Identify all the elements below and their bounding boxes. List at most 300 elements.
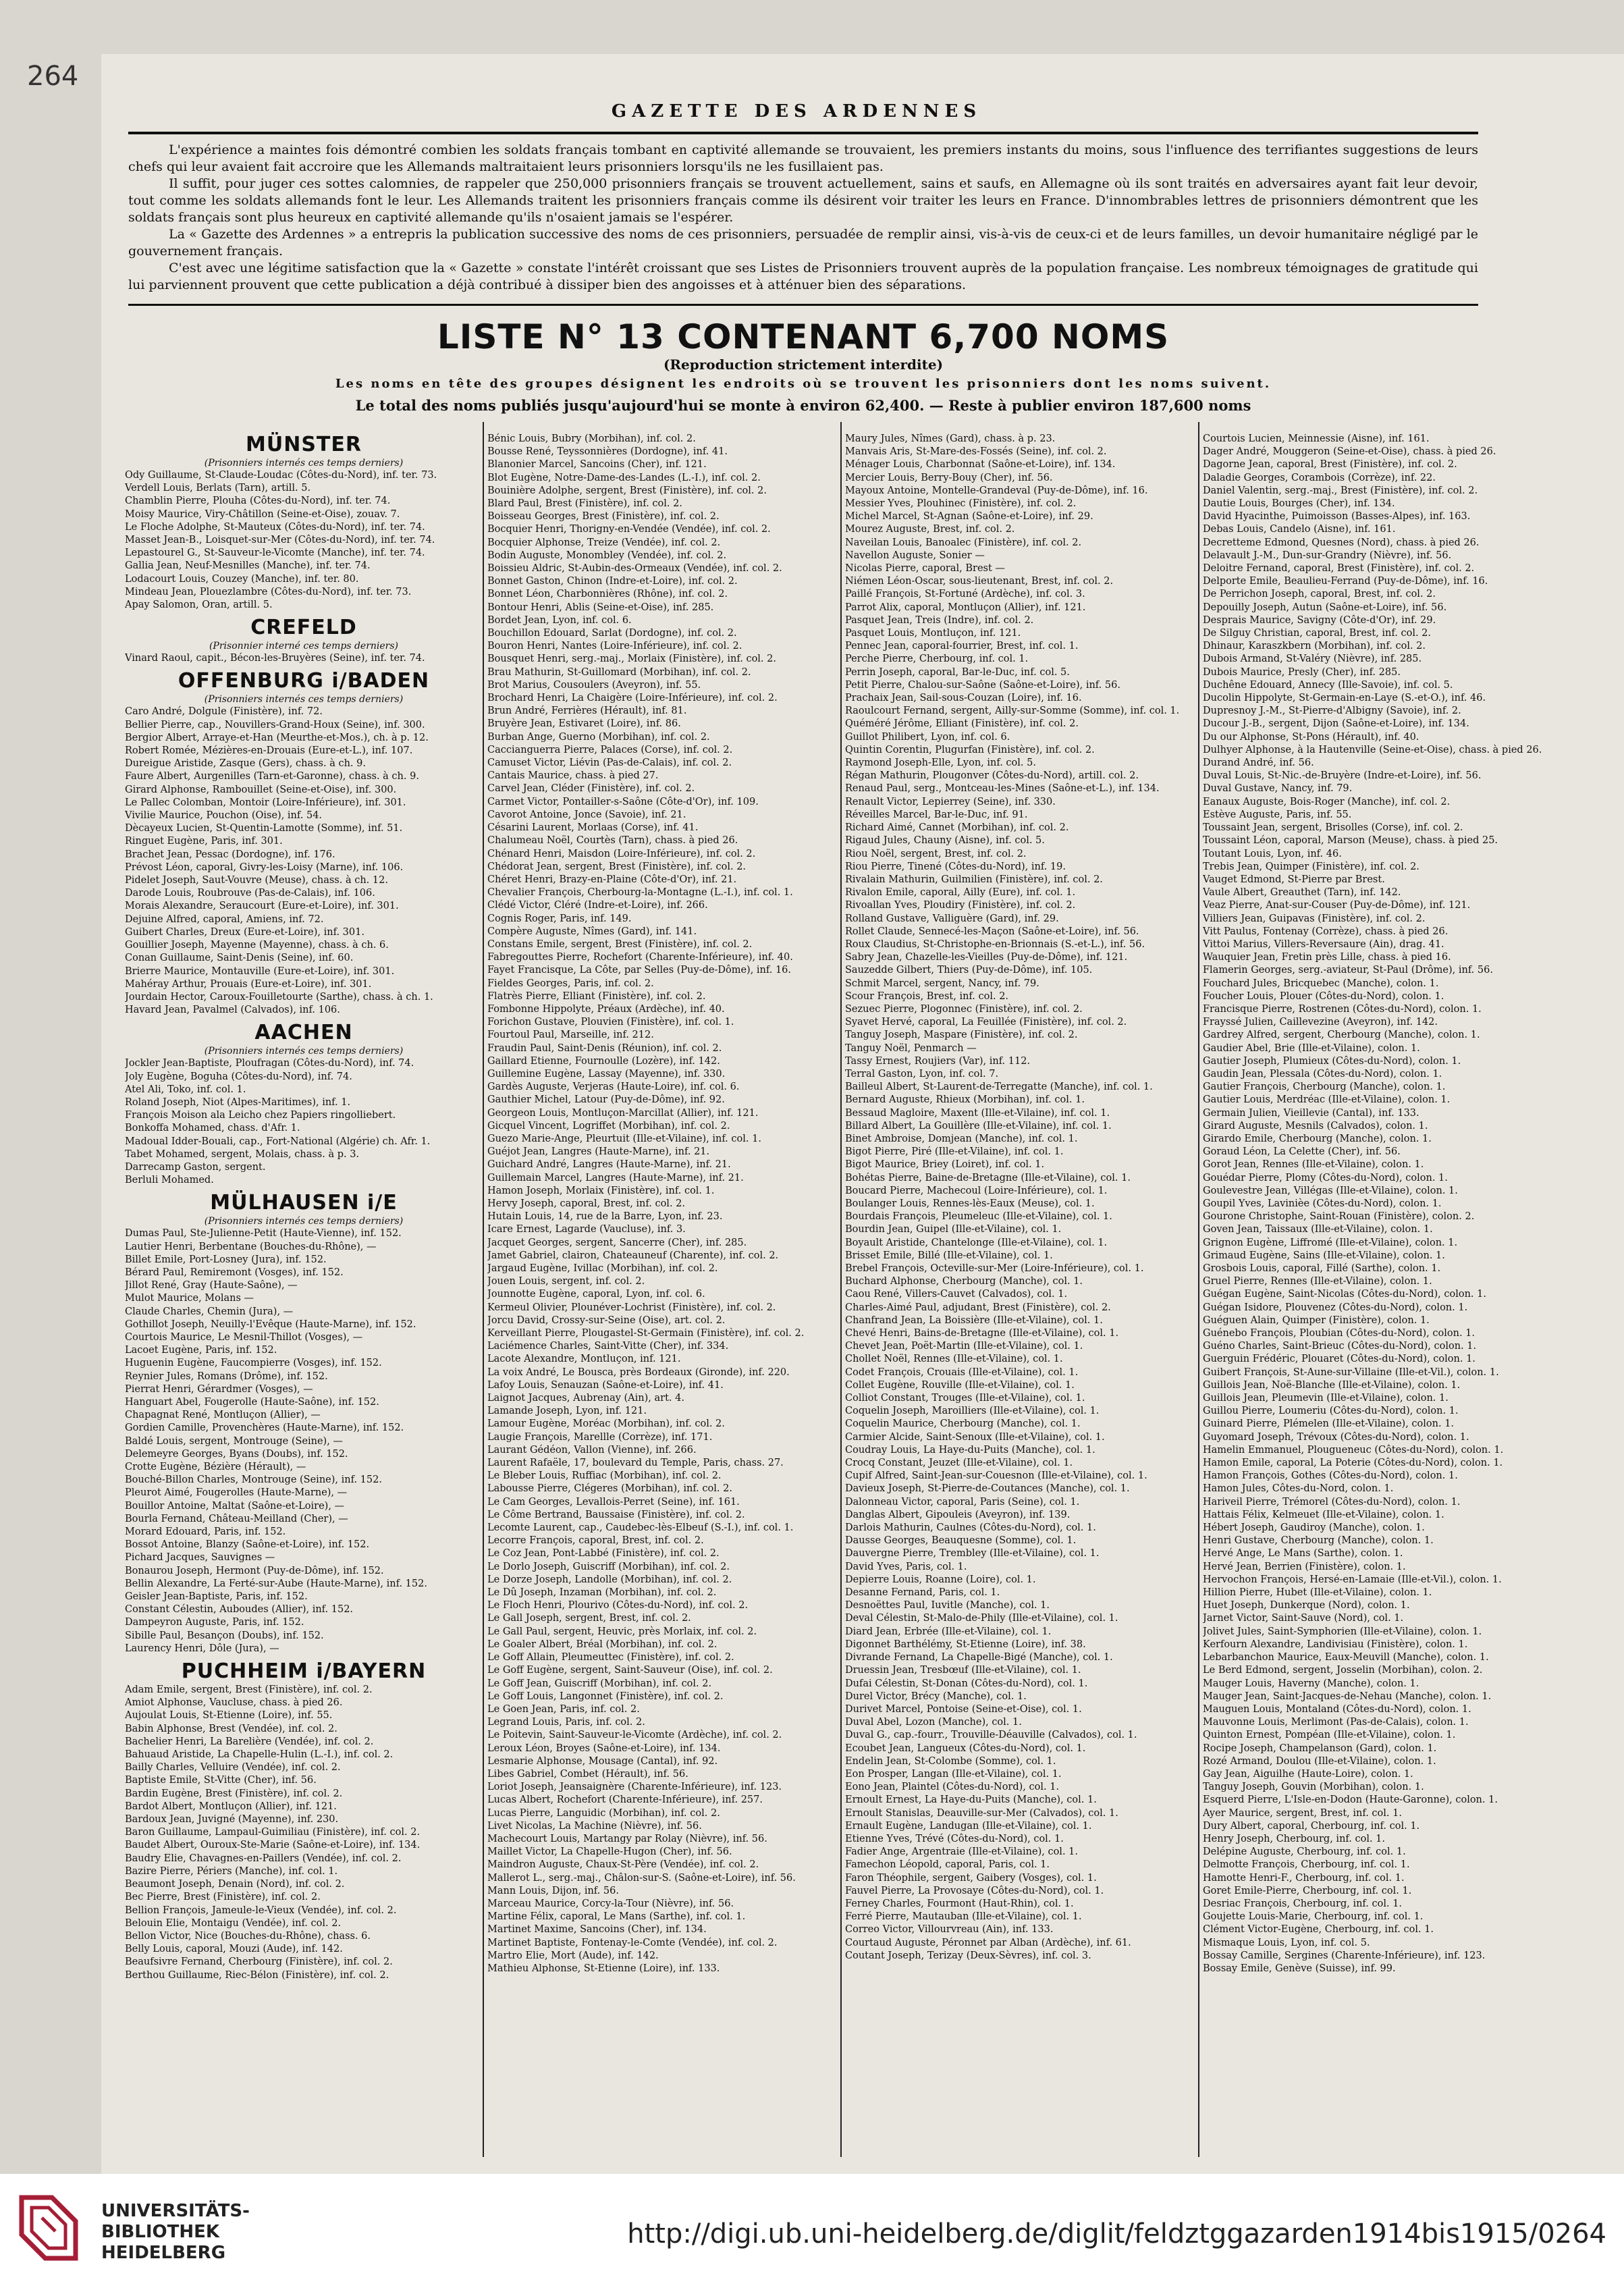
prisoner-entry: Veaz Pierre, Anat-sur-Couser (Puy-de-Dôme), inf. 121. <box>1203 900 1471 911</box>
prisoner-entry: Crotte Eugène, Bézière (Hérault), — <box>125 1462 306 1472</box>
prisoner-entry: Coutant Joseph, Terizay (Deux-Sèvres), inf. col. 3. <box>845 1950 1091 1961</box>
prisoner-entry: Mann Louis, Dijon, inf. 56. <box>487 1885 619 1896</box>
prisoner-entry: Brierre Maurice, Montauville (Eure-et-Loire), inf. 301. <box>125 965 395 977</box>
prisoner-entry: Courtois Lucien, Meinnessie (Aisne), inf. 161. <box>1203 433 1430 444</box>
prisoner-entry: Baptiste Emile, St-Vitte (Cher), inf. 56. <box>125 1775 317 1786</box>
prisoner-entry: Guéno Charles, Saint-Brieuc (Côtes-du-Nord), colon. 1. <box>1203 1341 1477 1352</box>
prisoner-entry: Caccianguerra Pierre, Palaces (Corse), inf. col. 2. <box>487 744 733 755</box>
prisoner-entry: Bonaurou Joseph, Hermont (Puy-de-Dôme), inf. 152. <box>125 1565 384 1576</box>
prisoner-entry: Baudry Elie, Chavagnes-en-Paillers (Vendée), inf. col. 2. <box>125 1853 402 1864</box>
prisoner-entry: Blanonier Marcel, Sancoins (Cher), inf. 121. <box>487 459 707 471</box>
prisoner-entry: Bouinière Adolphe, sergent, Brest (Finistère), inf. col. 2. <box>487 485 767 496</box>
prisoner-entry: Dagorne Jean, caporal, Brest (Finistère), inf. col. 2. <box>1203 459 1457 471</box>
prisoner-entry: Leroux Léon, Broyes (Saône-et-Loire), inf. 134. <box>487 1742 721 1754</box>
prisoner-entry: Gouédar Pierre, Plomy (Côtes-du-Nord), colon. 1. <box>1203 1172 1448 1183</box>
prisoner-entry: Courtois Maurice, Le Mesnil-Thillot (Vosges), — <box>125 1331 363 1343</box>
prisoner-entry: Césarini Laurent, Morlaas (Corse), inf. 41. <box>487 822 699 834</box>
prisoner-entry: Dager André, Mouggeron (Seine-et-Oise), chass. à pied 26. <box>1203 446 1496 458</box>
prisoner-entry: Naveilan Louis, Banoalec (Finistère), inf. col. 2. <box>845 537 1082 548</box>
prisoner-entry: Jolivet Jules, Saint-Symphorien (Ille-et-Vilaine), colon. 1. <box>1203 1626 1482 1637</box>
prisoner-entry: Le Côme Bertrand, Baussaise (Finistère), inf. col. 2. <box>487 1509 745 1520</box>
prisoner-entry: Jillot René, Gray (Haute-Saône), — <box>125 1280 298 1292</box>
prisoner-entry: Brot Marius, Cousoulers (Aveyron), inf. 55. <box>487 679 701 691</box>
logo-line: UNIVERSITÄTS- <box>101 2201 250 2221</box>
prisoner-entry: Hervy Joseph, caporal, Brest, inf. col. 2. <box>487 1198 686 1209</box>
camp-heading: MÜLHAUSEN i/E <box>210 1191 398 1215</box>
page-number: 264 <box>27 61 79 92</box>
prisoner-entry: Guégan Isidore, Plouvenez (Côtes-du-Nord), colon. 1. <box>1203 1302 1468 1313</box>
prisoner-entry: Conan Guillaume, Saint-Denis (Seine), inf. 60. <box>125 953 354 964</box>
prisoner-entry: Clément Victor-Eugène, Cherbourg, inf. col. 1. <box>1203 1924 1434 1936</box>
prisoner-entry: Charles-Aimé Paul, adjudant, Brest (Finistère), col. 2. <box>845 1302 1111 1313</box>
prisoner-entry: Dulhyer Alphonse, à la Hautenville (Seine-et-Oise), chass. à pied 26. <box>1203 744 1542 755</box>
prisoner-entry: Verdell Louis, Berlats (Tarn), artill. 5. <box>125 483 311 494</box>
prisoner-entry: Guyomard Joseph, Trévoux (Côtes-du-Nord), colon. 1. <box>1203 1431 1469 1443</box>
prisoner-entry: Francisque Pierre, Rostrenen (Côtes-du-Nord), colon. 1. <box>1203 1003 1482 1015</box>
prisoner-entry: Rollet Claude, Sennecé-les-Maçon (Saône-et-Loire), inf. 56. <box>845 926 1139 937</box>
prisoner-entry: Druessin Jean, Tresbœuf (Ille-et-Vilaine), col. 1. <box>845 1665 1081 1676</box>
university-library-name <box>101 2201 250 2264</box>
prisoner-entry: Delépine Auguste, Cherbourg, inf. col. 1. <box>1203 1846 1406 1858</box>
prisoner-entry: Duchêne Edouard, Annecy (Ille-Savoie), inf. col. 5. <box>1203 679 1453 691</box>
prisoner-entry: Dupresnoy J.-M., St-Pierre-d'Albigny (Savoie), inf. 2. <box>1203 705 1461 717</box>
prisoner-entry: Vitt Paulus, Fontenay (Corrèze), chass. à pied 26. <box>1203 926 1449 937</box>
camp-section <box>125 1021 483 1187</box>
camp-note: (Prisonniers internés ces temps derniers) <box>204 694 404 705</box>
prisoner-entry: Famechon Léopold, caporal, Paris, col. 1. <box>845 1859 1050 1871</box>
prisoner-entry: Tassy Ernest, Roujiers (Var), inf. 112. <box>845 1055 1031 1067</box>
prisoner-entry: Le Goff Eugène, sergent, Saint-Sauveur (Oise), inf. col. 2. <box>487 1665 773 1676</box>
prisoner-entry: Eanaux Auguste, Bois-Roger (Manche), inf. col. 2. <box>1203 796 1451 807</box>
prisoner-entry: Delporte Emile, Beaulieu-Ferrand (Puy-de-Dôme), inf. 16. <box>1203 576 1488 587</box>
prisoner-entry: Grimaud Eugène, Sains (Ille-et-Vilaine), colon. 1. <box>1203 1250 1445 1261</box>
prisoner-entry: Prachaix Jean, Sail-sous-Couzan (Loire), inf. 16. <box>845 693 1082 704</box>
intro-paragraph: C'est avec une légitime satisfaction que la « Gazette » constate l'intérêt croissant que ses Listes de Prisonniers trouvent auprès de la population française. Les nombreux témoignages de gratitude qui lui parviennent prouvent que cette publication a déjà contribué à dissiper bien des angoisses et à atténuer bien des séparations. <box>128 261 1478 292</box>
prisoner-entry: Dureigue Aristide, Zasque (Gers), chass. à ch. 9. <box>125 758 366 770</box>
prisoner-entry: Laurency Henri, Dôle (Jura), — <box>125 1643 279 1654</box>
prisoner-entry: Bohétas Pierre, Baine-de-Bretagne (Ille-et-Vilaine), col. 1. <box>845 1172 1131 1183</box>
prisoner-entry: Bourdais François, Pleumeleuc (Ille-et-Vilaine), col. 1. <box>845 1211 1112 1223</box>
prisoner-entry: Le Berd Edmond, sergent, Josselin (Morbihan), colon. 2. <box>1203 1665 1483 1676</box>
prisoner-entry: Diard Jean, Erbrée (Ille-et-Vilaine), col. 1. <box>845 1626 1052 1637</box>
prisoner-entry: Bousquet Henri, serg.-maj., Morlaix (Finistère), inf. col. 2. <box>487 654 776 665</box>
prisoner-entry: Clédé Victor, Cléré (Indre-et-Loire), inf. 266. <box>487 900 708 911</box>
prisoner-entry: Dejuine Alfred, caporal, Amiens, inf. 72. <box>125 913 324 925</box>
prisoner-entry: Labousse Pierre, Clégeres (Morbihan), inf. col. 2. <box>487 1483 732 1495</box>
prisoner-entry: Jarnet Victor, Saint-Sauve (Nord), col. 1. <box>1203 1613 1404 1624</box>
prisoner-entry: Lodacourt Louis, Couzey (Manche), inf. ter. 80. <box>125 573 359 585</box>
prisoner-entry: Rozé Armand, Doulou (Ille-et-Vilaine), colon. 1. <box>1203 1755 1436 1767</box>
prisoner-entry: Girardo Emile, Cherbourg (Manche), colon. 1. <box>1203 1133 1432 1144</box>
prisoner-entry: Ernoult Stanislas, Deauville-sur-Mer (Calvados), col. 1. <box>845 1807 1118 1819</box>
prisoner-entry: Constans Emile, sergent, Brest (Finistère), inf. col. 2. <box>487 938 753 950</box>
logo-line: HEIDELBERG <box>101 2243 226 2263</box>
prisoner-entry: Toussaint Léon, caporal, Marson (Meuse), chass. à pied 25. <box>1203 835 1498 847</box>
prisoner-entry: Dhinaur, Karaszkbern (Morbihan), inf. col. 2. <box>1203 641 1426 652</box>
prisoner-entry: Bodin Auguste, Monombley (Vendée), inf. col. 2. <box>487 550 727 561</box>
prisoner-entry: Ménager Louis, Charbonnat (Saône-et-Loire), inf. 134. <box>845 459 1116 471</box>
prisoner-entry: Fraudin Paul, Saint-Denis (Réunion), inf. col. 2. <box>487 1042 722 1054</box>
prisoner-entry: Beaumont Joseph, Denain (Nord), inf. col. 2. <box>125 1879 345 1890</box>
prisoner-entry: Chapagnat René, Montluçon (Allier), — <box>125 1410 321 1421</box>
prisoner-entry: Hervé Jean, Berrien (Finistère), colon. 1. <box>1203 1561 1406 1572</box>
prisoner-entry: Flamerin Georges, serg.-aviateur, St-Paul (Drôme), inf. 56. <box>1203 965 1493 976</box>
prisoner-entry: Courtaud Auguste, Péronnet par Alban (Ardèche), inf. 61. <box>845 1937 1131 1948</box>
prisoner-entry: Masset Jean-B., Loisquet-sur-Mer (Côtes-du-Nord), inf. ter. 74. <box>125 535 435 546</box>
prisoner-entry: Constant Célestin, Auboudes (Allier), inf. 152. <box>125 1604 354 1616</box>
prisoner-entry: Bellon Victor, Nice (Bouches-du-Rhône), chass. 6. <box>125 1930 371 1942</box>
prisoner-entry: Gardrey Alfred, sergent, Cherbourg (Manche), colon. 1. <box>1203 1030 1480 1041</box>
prisoner-entry: Ferré Pierre, Mautauban (Ille-et-Vilaine), col. 1. <box>845 1911 1082 1923</box>
prisoner-entry: Depierre Louis, Roanne (Loire), col. 1. <box>845 1574 1036 1585</box>
prisoner-entry: Brisset Emile, Billé (Ille-et-Vilaine), col. 1. <box>845 1250 1053 1261</box>
prisoner-entry: Billard Albert, La Gouillère (Ille-et-Vilaine), inf. col. 1. <box>845 1120 1112 1131</box>
prisoner-entry: Dubois Armand, St-Valéry (Nièvre), inf. 285. <box>1203 654 1422 665</box>
prisoner-entry: Cognis Roger, Paris, inf. 149. <box>487 913 632 924</box>
prisoner-entry: Davieux Joseph, St-Pierre-de-Coutances (Manche), col. 1. <box>845 1483 1130 1495</box>
prisoner-entry: Le Dorlo Joseph, Guiscriff (Morbihan), inf. col. 2. <box>487 1561 730 1572</box>
prisoner-entry: Jamet Gabriel, clairon, Chateauneuf (Charente), inf. col. 2. <box>487 1250 779 1261</box>
prisoner-entry: Desprais Maurice, Savigny (Côte-d'Or), inf. 29. <box>1203 614 1436 626</box>
prisoner-entry: Dumas Paul, Ste-Julienne-Petit (Haute-Vienne), inf. 152. <box>125 1228 402 1240</box>
prisoner-entry: Forichon Gustave, Plouvien (Finistère), inf. col. 1. <box>487 1017 734 1028</box>
prisoner-entry: Lepastourel G., St-Sauveur-le-Vicomte (Manche), inf. ter. 74. <box>125 548 425 559</box>
names-column-2 <box>487 429 845 2157</box>
prisoner-entry: Fombonne Hippolyte, Préaux (Ardèche), inf. 40. <box>487 1003 725 1015</box>
list-note: Les noms en tête des groupes désignent les endroits où se trouvent les prisonniers dont les noms suivent. <box>335 377 1272 391</box>
prisoner-entry: Dauvergne Pierre, Trembley (Ille-et-Vilaine), col. 1. <box>845 1548 1100 1560</box>
prisoner-entry: Trebis Jean, Quimper (Finistère), inf. col. 2. <box>1203 861 1419 872</box>
prisoner-entry: Caou René, Villers-Cauvet (Calvados), col. 1. <box>845 1289 1068 1300</box>
prisoner-entry: Rivoallan Yves, Ploudiry (Finistère), inf. col. 2. <box>845 900 1076 911</box>
prisoner-entry: Hamon Jules, Côtes-du-Nord, colon. 1. <box>1203 1483 1394 1495</box>
camp-section <box>125 669 483 1017</box>
prisoner-entry: Blard Paul, Brest (Finistère), inf. col. 2. <box>487 498 682 510</box>
prisoner-entry: Guillemine Eugène, Lassay (Mayenne), inf. 330. <box>487 1068 726 1080</box>
prisoner-entry: Delemeyre Georges, Byans (Doubs), inf. 152. <box>125 1448 348 1460</box>
prisoner-entry: Camuset Victor, Liévin (Pas-de-Calais), inf. col. 2. <box>487 757 732 769</box>
prisoner-entry: Huguenin Eugène, Faucompierre (Vosges), inf. 152. <box>125 1358 382 1369</box>
prisoner-entry: Burban Ange, Guerno (Morbihan), inf. col. 2. <box>487 731 710 743</box>
prisoner-entry: Perrin Joseph, caporal, Bar-le-Duc, inf. col. 5. <box>845 666 1070 678</box>
prisoner-entry: La voix André, Le Bousca, près Bordeaux (Gironde), inf. 220. <box>487 1366 790 1378</box>
prisoner-entry: Collet Eugène, Rouville (Ille-et-Vilaine), col. 1. <box>845 1379 1075 1391</box>
prisoner-entry: Darode Louis, Roubrouve (Pas-de-Calais), inf. 106. <box>125 888 375 899</box>
prisoner-entry: Faron Théophile, sergent, Gaibery (Vosges), col. 1. <box>845 1872 1097 1884</box>
prisoner-entry: Sauzedde Gilbert, Thiers (Puy-de-Dôme), inf. 105. <box>845 965 1093 976</box>
prisoner-entry: Icare Ernest, Lagarde (Vaucluse), inf. 3. <box>487 1224 686 1235</box>
prisoner-entry: Carmier Alcide, Saint-Senoux (Ille-et-Vilaine), col. 1. <box>845 1431 1105 1443</box>
prisoner-entry: Daladie Georges, Corambois (Corrèze), inf. 22. <box>1203 472 1436 483</box>
prisoner-entry: Bordet Jean, Lyon, inf. col. 6. <box>487 614 632 626</box>
prisoner-entry: Hamon François, Gothes (Côtes-du-Nord), colon. 1. <box>1203 1470 1458 1482</box>
prisoner-entry: Marceau Maurice, Corcy-la-Tour (Nièvre), inf. 56. <box>487 1898 734 1909</box>
prisoner-entry: Duval Louis, St-Nic.-de-Bruyère (Indre-et-Loire), inf. 56. <box>1203 770 1482 782</box>
prisoner-entry: Robert Romée, Mézières-en-Drouais (Eure-et-L.), inf. 107. <box>125 745 413 757</box>
prisoner-entry: Petit Pierre, Chalou-sur-Saône (Saône-et-Loire), inf. 56. <box>845 679 1120 691</box>
prisoner-entry: Brochard Henri, La Chaigère (Loire-Inférieure), inf. col. 2. <box>487 693 778 704</box>
prisoner-entry: Mauger Jean, Saint-Jacques-de-Nehau (Manche), colon. 1. <box>1203 1690 1492 1702</box>
prisoner-entry: Hattais Félix, Kelmeuet (Ille-et-Vilaine), colon. 1. <box>1203 1509 1444 1520</box>
prisoner-entry: Morard Edouard, Paris, inf. 152. <box>125 1526 286 1538</box>
prisoner-entry: Lucas Pierre, Languidic (Morbihan), inf. col. 2. <box>487 1807 720 1819</box>
prisoner-entry: Fauvel Pierre, La Provosaye (Côtes-du-Nord), col. 1. <box>845 1885 1104 1896</box>
prisoner-entry: Pidelet Joseph, Saut-Vouvre (Meuse), chass. à ch. 12. <box>125 875 388 886</box>
camp-heading: AACHEN <box>254 1021 353 1045</box>
prisoner-entry: Berluli Mohamed. <box>125 1175 214 1186</box>
prisoner-entry: Gothillot Joseph, Neuilly-l'Evêque (Haute-Marne), inf. 152. <box>125 1319 416 1330</box>
prisoner-entry: Havard Jean, Pavalmel (Calvados), inf. 106. <box>125 1005 340 1016</box>
prisoner-entry: Ringuet Eugène, Paris, inf. 301. <box>125 836 283 847</box>
prisoner-entry: Wauquier Jean, Fretin près Lille, chass. à pied 16. <box>1203 952 1451 963</box>
prisoner-entry: Henri Gustave, Cherbourg (Manche), colon. 1. <box>1203 1535 1434 1547</box>
prisoner-entry: Le Floche Adolphe, St-Mauteux (Côtes-du-Nord), inf. ter. 74. <box>125 521 425 533</box>
prisoner-entry: Foucher Louis, Plouer (Côtes-du-Nord), colon. 1. <box>1203 990 1444 1002</box>
prisoner-entry: Machecourt Louis, Martangy par Rolay (Nièvre), inf. 56. <box>487 1833 767 1844</box>
prisoner-entry: Bailleul Albert, St-Laurent-de-Terregatte (Manche), inf. col. 1. <box>845 1082 1153 1093</box>
prisoner-entry: Guinard Pierre, Plémelen (Ille-et-Vilaine), colon. 1. <box>1203 1418 1455 1430</box>
prisoner-entry: Chamblin Pierre, Plouha (Côtes-du-Nord), inf. ter. 74. <box>125 496 391 507</box>
prisoner-entry: Le Gall Paul, sergent, Heuvic, près Morlaix, inf. col. 2. <box>487 1626 757 1637</box>
prisoner-entry: Mathieu Alphonse, St-Etienne (Loire), inf. 133. <box>487 1963 720 1974</box>
prisoner-entry: Gauthier Michel, Latour (Puy-de-Dôme), inf. 92. <box>487 1094 725 1106</box>
intro-paragraph: La « Gazette des Ardennes » a entrepris la publication successive des noms de ces prisonniers, persuadée de remplir ainsi, vis-à-vis de ceux-ci et de leurs familles, un devoir humanitaire négligé par le gouvernement français. <box>128 227 1478 259</box>
prisoner-entry: Paillé François, St-Fortuné (Ardèche), inf. col. 3. <box>845 589 1085 600</box>
prisoner-entry: Gautier Joseph, Plumieux (Côtes-du-Nord), colon. 1. <box>1203 1055 1461 1067</box>
camp-note: (Prisonniers internés ces temps derniers) <box>204 1216 404 1227</box>
prisoner-entry: Gouillier Joseph, Mayenne (Mayenne), chass. à ch. 6. <box>125 940 389 951</box>
prisoner-entry: Bessaud Magloire, Maxent (Ille-et-Vilaine), inf. col. 1. <box>845 1107 1110 1119</box>
prisoner-entry: Bossay Emile, Genève (Suisse), inf. 99. <box>1203 1963 1396 1974</box>
prisoner-entry: Eono Jean, Plaintel (Côtes-du-Nord), col. 1. <box>845 1782 1060 1793</box>
source-url-link[interactable]: http://digi.ub.uni-heidelberg.de/diglit/feldztggazarden1914bis1915/0264 <box>627 2218 1606 2249</box>
prisoner-entry: Villiers Jean, Guipavas (Finistère), inf. col. 2. <box>1203 913 1426 924</box>
prisoner-entry: Kermeul Olivier, Plounéver-Lochrist (Finistère), inf. col. 2. <box>487 1302 776 1313</box>
prisoner-entry: Digonnet Barthélémy, St-Etienne (Loire), inf. 38. <box>845 1639 1086 1650</box>
camp-note: (Prisonniers internés ces temps derniers) <box>204 458 404 469</box>
prisoner-entry: Blot Eugène, Notre-Dame-des-Landes (L.-I.), inf. col. 2. <box>487 472 761 483</box>
camp-section <box>1203 433 1554 1975</box>
prisoner-entry: Mourez Auguste, Brest, inf. col. 2. <box>845 524 1015 535</box>
prisoner-entry: Grosbois Louis, caporal, Fillé (Sarthe), colon. 1. <box>1203 1263 1441 1274</box>
camp-note: (Prisonnier interné ces temps derniers) <box>209 641 399 652</box>
prisoner-entry: Laurent Rafaële, 17, boulevard du Temple, Paris, chass. 27. <box>487 1458 784 1469</box>
prisoner-entry: Caro André, Dolgule (Finistère), inf. 72. <box>125 706 323 718</box>
prisoner-entry: Le Goff Allain, Pleumeuttec (Finistère), inf. col. 2. <box>487 1652 734 1663</box>
prisoner-entry: Desriac François, Cherbourg, inf. col. 1. <box>1203 1898 1403 1909</box>
prisoner-entry: Bonnet Léon, Charbonnières (Rhône), inf. col. 2. <box>487 589 728 600</box>
prisoner-entry: Girard Alphonse, Rambouillet (Seine-et-Oise), inf. 300. <box>125 784 397 795</box>
prisoner-entry: Le Goen Jean, Paris, inf. col. 2. <box>487 1703 640 1715</box>
prisoner-entry: Goven Jean, Taissaux (Ille-et-Vilaine), colon. 1. <box>1203 1224 1433 1235</box>
prisoner-entry: Jargaud Eugène, Ivillac (Morbihan), inf. col. 2. <box>487 1263 718 1274</box>
prisoner-entry: Ayer Maurice, sergent, Brest, inf. col. 1. <box>1203 1807 1402 1819</box>
prisoner-entry: Bourla Fernand, Château-Meilland (Cher), — <box>125 1513 348 1524</box>
camp-section <box>125 1659 483 1982</box>
prisoner-entry: Huet Joseph, Dunkerque (Nord), colon. 1. <box>1203 1600 1410 1612</box>
prisoner-entry: Rivalain Mathurin, Guilmilien (Finistère), inf. col. 2. <box>845 874 1103 885</box>
prisoner-entry: Chollet Noël, Rennes (Ille-et-Vilaine), col. 1. <box>845 1354 1063 1365</box>
prisoner-entry: Gourone Christophe, Saint-Rouan (Finistère), colon. 2. <box>1203 1211 1475 1223</box>
prisoner-entry: Delmotte François, Cherbourg, inf. col. 1. <box>1203 1859 1410 1871</box>
prisoner-entry: Ecoubet Jean, Langueux (Côtes-du-Nord), col. 1. <box>845 1742 1086 1754</box>
prisoner-entry: Scour François, Brest, inf. col. 2. <box>845 990 1009 1002</box>
prisoner-entry: Carvel Jean, Cléder (Finistère), inf. col. 2. <box>487 783 695 795</box>
prisoner-entry: Chanfrand Jean, La Boissière (Ille-et-Vilaine), col. 1. <box>845 1314 1103 1326</box>
prisoner-entry: Chénard Henri, Maisdon (Loire-Inférieure), inf. col. 2. <box>487 848 756 859</box>
prisoner-entry: Baudet Albert, Ouroux-Ste-Marie (Saône-et-Loire), inf. 134. <box>125 1840 421 1851</box>
prisoner-entry: Girard Auguste, Mesnils (Calvados), colon. 1. <box>1203 1120 1428 1131</box>
camp-section <box>125 616 483 665</box>
prisoner-entry: Gaudin Jean, Plessala (Côtes-du-Nord), colon. 1. <box>1203 1068 1442 1080</box>
prisoner-entry: Bourdin Jean, Guipel (Ille-et-Vilaine), col. 1. <box>845 1224 1062 1235</box>
prisoner-entry: Joly Eugène, Boguha (Côtes-du-Nord), inf. 74. <box>125 1071 352 1082</box>
prisoner-entry: Chevé Henri, Bains-de-Bretagne (Ille-et-Vilaine), col. 1. <box>845 1328 1119 1339</box>
prisoner-entry: Hamon Joseph, Morlaix (Finistère), inf. col. 1. <box>487 1185 715 1196</box>
prisoner-entry: Réveilles Marcel, Bar-le-Duc, inf. 91. <box>845 809 1028 820</box>
prisoner-entry: Bouron Henri, Nantes (Loire-Inférieure), inf. col. 2. <box>487 641 742 652</box>
prisoner-entry: Bigot Maurice, Briey (Loiret), inf. col. 1. <box>845 1159 1045 1171</box>
prisoner-entry: Guerguin Frédéric, Plouaret (Côtes-du-Nord), colon. 1. <box>1203 1354 1476 1365</box>
prisoner-entry: Lecorre François, caporal, Brest, inf. col. 2. <box>487 1535 704 1547</box>
prisoner-entry: Guéjot Jean, Langres (Haute-Marne), inf. 21. <box>487 1146 710 1158</box>
prisoner-entry: Goret Emile-Pierre, Cherbourg, inf. col. 1. <box>1203 1885 1412 1896</box>
prisoner-entry: Martro Elie, Mort (Aude), inf. 142. <box>487 1950 659 1961</box>
prisoner-entry: Belly Louis, caporal, Mouzi (Aude), inf. 142. <box>125 1944 343 1955</box>
names-column-3 <box>845 429 1203 2157</box>
prisoner-entry: Boissieu Aldric, St-Aubin-des-Ormeaux (Vendée), inf. col. 2. <box>487 563 782 575</box>
prisoner-entry: Riou Pierre, Tinené (Côtes-du-Nord), inf. 19. <box>845 861 1066 872</box>
prisoner-entry: Durivet Marcel, Pontoise (Seine-et-Oise), col. 1. <box>845 1703 1082 1715</box>
prisoner-entry: Goulevestre Jean, Villégas (Ille-et-Vilaine), colon. 1. <box>1203 1185 1458 1196</box>
prisoner-entry: Hanguart Abel, Fougerolle (Haute-Saône), inf. 152. <box>125 1396 379 1408</box>
prisoner-entry: Vittoi Marius, Villers-Reversaure (Ain), drag. 41. <box>1203 938 1444 950</box>
prisoner-entry: Mauguen Louis, Montaland (Côtes-du-Nord), colon. 1. <box>1203 1703 1471 1715</box>
prisoner-entry: Le Floch Henri, Plourivo (Côtes-du-Nord), inf. col. 2. <box>487 1600 749 1612</box>
prisoner-entry: Le Gall Joseph, sergent, Brest, inf. col. 2. <box>487 1613 691 1624</box>
prisoner-entry: De Silguy Christian, caporal, Brest, inf. col. 2. <box>1203 628 1432 639</box>
prisoner-entry: Dufai Célestin, St-Donan (Côtes-du-Nord), col. 1. <box>845 1678 1088 1689</box>
prisoner-entry: Laignot Jacques, Aubrenay (Ain), art. 4. <box>487 1393 684 1404</box>
prisoner-entry: Sibille Paul, Besançon (Doubs), inf. 152. <box>125 1630 324 1641</box>
prisoner-entry: Amiot Alphonse, Vaucluse, chass. à pied 26. <box>125 1697 343 1709</box>
prisoner-entry: Guillois Jean, Noë-Blanche (Ille-et-Vilaine), colon. 1. <box>1203 1379 1461 1391</box>
prisoner-entry: Lecomte Laurent, cap., Caudebec-lès-Elbeuf (S.-I.), inf. col. 1. <box>487 1522 794 1534</box>
prisoner-entry: Le Goff Louis, Langonnet (Finistère), inf. col. 2. <box>487 1690 724 1702</box>
masthead-rule <box>128 132 1478 134</box>
prisoner-entry: Guezo Marie-Ange, Pleurtuit (Ille-et-Vilaine), inf. col. 1. <box>487 1133 761 1144</box>
prisoner-entry: Carmet Victor, Pontailler-s-Saône (Côte-d'Or), inf. 109. <box>487 796 759 807</box>
prisoner-entry: Le Goff Jean, Guiscriff (Morbihan), inf. col. 2. <box>487 1678 712 1689</box>
prisoner-entry: Gallia Jean, Neuf-Mesnilles (Manche), inf. ter. 74. <box>125 560 371 572</box>
prisoner-entry: Tanguy Joseph, Gouvin (Morbihan), colon. 1. <box>1203 1782 1424 1793</box>
prisoner-entry: Bergior Albert, Arraye-et-Han (Meurthe-et-Mos.), ch. à p. 12. <box>125 732 429 743</box>
prisoner-entry: Terral Gaston, Lyon, inf. col. 7. <box>845 1068 999 1080</box>
prisoner-entry: Dausse Georges, Beauquesne (Somme), col. 1. <box>845 1535 1077 1547</box>
prisoner-entry: Claude Charles, Chemin (Jura), — <box>125 1306 294 1317</box>
prisoner-entry: Georgeon Louis, Montluçon-Marcillat (Allier), inf. 121. <box>487 1107 759 1119</box>
prisoner-entry: Tabet Mohamed, sergent, Molais, chass. à p. 3. <box>125 1148 360 1160</box>
prisoner-entry: Lesmarie Alphonse, Mousage (Cantal), inf. 92. <box>487 1755 718 1767</box>
prisoner-entry: Vauget Edmond, St-Pierre par Brest. <box>1203 874 1385 885</box>
prisoner-entry: Jockler Jean-Baptiste, Ploufragan (Côtes-du-Nord), inf. 74. <box>125 1058 414 1069</box>
prisoner-entry: Bellion François, Jameule-le-Vieux (Vendée), inf. col. 2. <box>125 1905 397 1916</box>
prisoner-entry: Hervé Ange, Le Mans (Sarthe), colon. 1. <box>1203 1548 1403 1560</box>
prisoner-entry: Buchard Alphonse, Cherbourg (Manche), col. 1. <box>845 1276 1083 1287</box>
prisoner-entry: Renaud Paul, serg., Montceau-les-Mines (Saône-et-L.), inf. 134. <box>845 783 1160 795</box>
prisoner-entry: Boisseau Georges, Brest (Finistère), inf. col. 2. <box>487 511 720 523</box>
camp-section <box>487 433 845 1975</box>
prisoner-entry: Deloitre Fernand, caporal, Brest (Finistère), inf. col. 2. <box>1203 563 1475 575</box>
prisoner-entry: Chevalier François, Cherbourg-la-Montagne (L.-I.), inf. col. 1. <box>487 887 793 899</box>
prisoner-entry: Hariveil Pierre, Trémorel (Côtes-du-Nord), colon. 1. <box>1203 1496 1461 1508</box>
prisoner-entry: Le Pallec Colomban, Montoir (Loire-Inférieure), inf. 301. <box>125 797 406 808</box>
prisoner-entry: Hamelin Emmanuel, Plougueneuc (Côtes-du-Nord), colon. 1. <box>1203 1444 1504 1456</box>
prisoner-entry: Ducolin Hippolyte, St-Germain-en-Laye (S.-et-O.), inf. 46. <box>1203 693 1486 704</box>
prisoner-entry: Gaillard Etienne, Fournoulle (Lozère), inf. 142. <box>487 1055 720 1067</box>
prisoner-entry: Henry Joseph, Cherbourg, inf. col. 1. <box>1203 1833 1386 1844</box>
prisoner-entry: Brebel François, Octeville-sur-Mer (Loire-Inférieure), col. 1. <box>845 1263 1144 1274</box>
prisoner-entry: Colliot Constant, Trouges (Ille-et-Vilaine), col. 1. <box>845 1393 1085 1404</box>
prisoner-entry: David Hyacinthe, Puimoisson (Basses-Alpes), inf. 163. <box>1203 511 1471 523</box>
intro-text <box>128 142 1478 294</box>
prisoner-entry: Hillion Pierre, Hubet (Ille-et-Vilaine), colon. 1. <box>1203 1587 1432 1599</box>
prisoner-entry: Quinton Ernest, Pompéan (Ille-et-Vilaine), colon. 1. <box>1203 1730 1456 1741</box>
prisoner-entry: Schmit Marcel, sergent, Nancy, inf. 79. <box>845 978 1039 989</box>
prisoner-entry: Deval Célestin, St-Malo-de-Phily (Ille-et-Vilaine), col. 1. <box>845 1613 1118 1624</box>
intro-rule <box>128 304 1478 306</box>
prisoner-entry: Maury Jules, Nîmes (Gard), chass. à p. 23. <box>845 433 1056 444</box>
prisoner-entry: Billet Emile, Port-Losney (Jura), inf. 152. <box>125 1254 327 1265</box>
prisoner-entry: Rigaud Jules, Chauny (Aisne), inf. col. 5. <box>845 835 1045 847</box>
prisoner-entry: Cantais Maurice, chass. à pied 27. <box>487 770 659 782</box>
camp-heading: MÜNSTER <box>246 433 362 456</box>
prisoner-entry: Bazire Pierre, Périers (Manche), inf. col. 1. <box>125 1865 338 1877</box>
prisoner-entry: Toutant Louis, Lyon, inf. 46. <box>1203 848 1342 859</box>
prisoner-entry: Vaule Albert, Greauthet (Tarn), inf. 142. <box>1203 887 1401 899</box>
prisoner-entry: Vivilie Maurice, Pouchon (Oise), inf. 54. <box>125 810 323 822</box>
prisoner-entry: Atel Ali, Toko, inf. col. 1. <box>125 1084 246 1095</box>
prisoner-entry: Guillot Philibert, Lyon, inf. col. 6. <box>845 731 1010 743</box>
prisoner-entry: Gorot Jean, Rennes (Ille-et-Vilaine), colon. 1. <box>1203 1159 1424 1171</box>
prisoner-entry: Kerveillant Pierre, Plougastel-St-Germain (Finistère), inf. col. 2. <box>487 1328 805 1339</box>
prisoner-entry: Fabregouttes Pierre, Rochefort (Charente-Inférieure), inf. 40. <box>487 952 793 963</box>
prisoner-entry: Mahéray Arthur, Prouais (Eure-et-Loire), inf. 301. <box>125 978 372 990</box>
prisoner-entry: Morais Alexandre, Seraucourt (Eure-et-Loire), inf. 301. <box>125 901 399 912</box>
prisoner-entry: De Perrichon Joseph, caporal, Brest, inf. col. 2. <box>1203 589 1436 600</box>
names-column-1 <box>125 429 483 2157</box>
prisoner-entry: Beaufsivre Fernand, Cherbourg (Finistère), inf. col. 2. <box>125 1956 393 1968</box>
column-divider <box>483 422 484 2157</box>
prisoner-entry: Brau Mathurin, St-Guillomard (Morbihan), inf. col. 2. <box>487 666 751 678</box>
prisoner-entry: Boucard Pierre, Machecoul (Loire-Inférieure), col. 1. <box>845 1185 1108 1196</box>
prisoner-entry: Vinard Raoul, capit., Bécon-les-Bruyères (Seine), inf. ter. 74. <box>125 653 425 664</box>
prisoner-entry: Toussaint Jean, sergent, Brisolles (Corse), inf. col. 2. <box>1203 822 1463 834</box>
prisoner-entry: Loriot Joseph, Jeansaignère (Charente-Inférieure), inf. 123. <box>487 1782 782 1793</box>
prisoner-entry: Cavorot Antoine, Jonce (Savoie), inf. 21. <box>487 809 686 820</box>
prisoner-entry: Guégan Eugène, Saint-Nicolas (Côtes-du-Nord), colon. 1. <box>1203 1289 1486 1300</box>
prisoner-entry: Raymond Joseph-Elle, Lyon, inf. col. 5. <box>845 757 1036 769</box>
university-library-logo-icon <box>15 2191 82 2265</box>
prisoner-entry: Martinet Baptiste, Fontenay-le-Comte (Vendée), inf. col. 2. <box>487 1937 778 1948</box>
prisoner-entry: Bousse René, Teyssonnières (Dordogne), inf. 41. <box>487 446 728 458</box>
prisoner-entry: Kerfourn Alexandre, Landivisiau (Finistère), colon. 1. <box>1203 1639 1468 1650</box>
prisoner-entry: Depouilly Joseph, Autun (Saône-et-Loire), inf. 56. <box>1203 602 1447 613</box>
prisoner-entry: Delavault J.-M., Dun-sur-Grandry (Nièvre), inf. 56. <box>1203 550 1452 561</box>
prisoner-entry: Rolland Gustave, Valliguère (Gard), inf. 29. <box>845 913 1059 924</box>
prisoner-entry: Niémen Léon-Oscar, sous-lieutenant, Brest, inf. col. 2. <box>845 576 1114 587</box>
prisoner-entry: Coquelin Maurice, Cherbourg (Manche), col. 1. <box>845 1418 1081 1430</box>
